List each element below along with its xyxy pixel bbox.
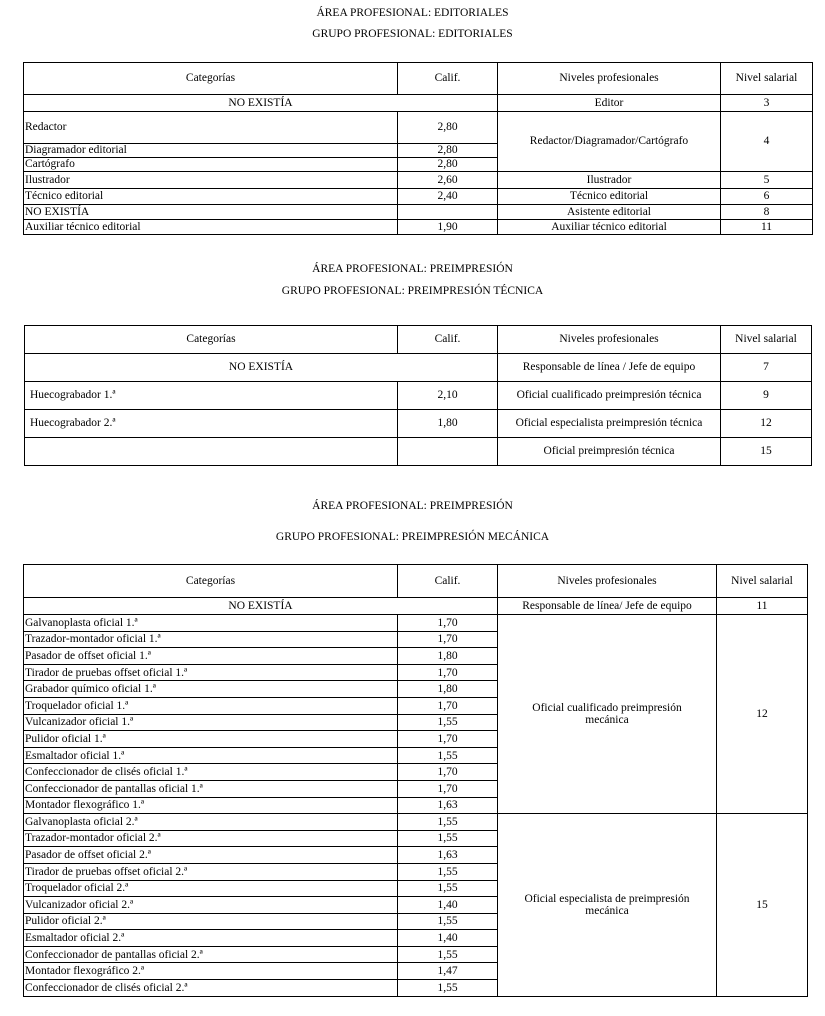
header-nivel-salarial: Nivel salarial <box>717 565 808 598</box>
header-nivel-salarial: Nivel salarial <box>721 63 813 95</box>
level-cell: Ilustrador <box>498 172 721 189</box>
category-cell: NO EXISTÍA <box>24 598 498 615</box>
section3-area-heading: ÁREA PROFESIONAL: PREIMPRESIÓN <box>312 500 513 512</box>
level-cell: Oficial especialista de preimpresión mecánica <box>498 814 717 997</box>
calif-cell: 2,80 <box>398 144 498 158</box>
preimpresion-mecanica-table <box>23 564 808 997</box>
category-cell: Auxiliar técnico editorial <box>24 220 398 235</box>
calif-cell: 1,55 <box>398 913 498 930</box>
category-cell: Esmaltador oficial 2.ª <box>24 930 398 947</box>
level-cell: Asistente editorial <box>498 205 721 220</box>
calif-cell: 1,70 <box>398 697 498 714</box>
calif-cell: 2,80 <box>398 158 498 172</box>
category-cell: Tirador de pruebas offset oficial 1.ª <box>24 664 398 681</box>
calif-cell: 1,63 <box>398 847 498 864</box>
calif-cell: 1,47 <box>398 963 498 980</box>
category-cell: Cartógrafo <box>24 158 398 172</box>
table-row <box>24 172 813 189</box>
table-row <box>24 95 813 112</box>
table-row <box>24 814 808 831</box>
salary-cell: 15 <box>721 438 812 466</box>
header-calif: Calif. <box>398 326 498 354</box>
category-cell: Pasador de offset oficial 2.ª <box>24 847 398 864</box>
table-header-row <box>24 63 813 95</box>
category-cell: Troquelador oficial 2.ª <box>24 880 398 897</box>
table-row <box>25 382 812 410</box>
salary-cell: 11 <box>717 598 808 615</box>
table-row <box>24 189 813 205</box>
calif-cell: 1,55 <box>398 980 498 997</box>
category-cell: Vulcanizador oficial 1.ª <box>24 714 398 731</box>
calif-cell: 1,55 <box>398 714 498 731</box>
salary-cell: 5 <box>721 172 813 189</box>
salary-cell: 15 <box>717 814 808 997</box>
salary-cell: 12 <box>717 615 808 814</box>
level-cell: Responsable de línea / Jefe de equipo <box>498 354 721 382</box>
header-calif: Calif. <box>398 565 498 598</box>
calif-cell: 1,80 <box>398 648 498 665</box>
header-niveles: Niveles profesionales <box>498 565 717 598</box>
calif-cell: 1,55 <box>398 946 498 963</box>
header-niveles: Niveles profesionales <box>498 63 721 95</box>
category-cell: Ilustrador <box>24 172 398 189</box>
calif-cell: 1,70 <box>398 664 498 681</box>
calif-cell: 2,40 <box>398 189 498 205</box>
calif-cell <box>398 205 498 220</box>
category-cell: Montador flexográfico 2.ª <box>24 963 398 980</box>
category-cell: Montador flexográfico 1.ª <box>24 797 398 814</box>
section3-group-heading: GRUPO PROFESIONAL: PREIMPRESIÓN MECÁNICA <box>275 531 550 543</box>
table-row <box>24 220 813 235</box>
header-nivel-salarial: Nivel salarial <box>721 326 812 354</box>
category-cell: Vulcanizador oficial 2.ª <box>24 897 398 914</box>
category-cell: Pulidor oficial 2.ª <box>24 913 398 930</box>
table-row <box>24 598 808 615</box>
table-row <box>24 112 813 144</box>
calif-cell: 1,55 <box>398 830 498 847</box>
calif-cell: 1,70 <box>398 780 498 797</box>
calif-cell: 1,55 <box>398 880 498 897</box>
category-cell: Confeccionador de pantallas oficial 2.ª <box>24 946 398 963</box>
table-row <box>25 354 812 382</box>
calif-cell: 1,63 <box>398 797 498 814</box>
calif-cell: 1,55 <box>398 747 498 764</box>
level-cell: Editor <box>498 95 721 112</box>
table-row <box>24 205 813 220</box>
calif-cell: 1,40 <box>398 930 498 947</box>
calif-cell <box>398 438 498 466</box>
table-row <box>25 410 812 438</box>
level-cell: Redactor/Diagramador/Cartógrafo <box>498 112 721 172</box>
level-cell: Oficial cualificado preimpresión técnica <box>498 382 721 410</box>
calif-cell: 1,55 <box>398 814 498 831</box>
level-cell: Responsable de línea/ Jefe de equipo <box>498 598 717 615</box>
salary-cell: 12 <box>721 410 812 438</box>
category-cell: Confeccionador de pantallas oficial 1.ª <box>24 780 398 797</box>
level-cell: Auxiliar técnico editorial <box>498 220 721 235</box>
header-categorias: Categorías <box>24 63 398 95</box>
category-cell: Tirador de pruebas offset oficial 2.ª <box>24 863 398 880</box>
calif-cell: 2,80 <box>398 112 498 144</box>
section1-group-heading: GRUPO PROFESIONAL: EDITORIALES <box>312 28 513 40</box>
category-cell: NO EXISTÍA <box>25 354 498 382</box>
header-categorias: Categorías <box>25 326 398 354</box>
table-header-row <box>25 326 812 354</box>
category-cell: Confeccionador de clisés oficial 1.ª <box>24 764 398 781</box>
category-cell: Esmaltador oficial 1.ª <box>24 747 398 764</box>
table-row <box>24 615 808 632</box>
category-cell: Grabador químico oficial 1.ª <box>24 681 398 698</box>
level-cell: Oficial especialista preimpresión técnica <box>498 410 721 438</box>
category-cell: Pulidor oficial 1.ª <box>24 731 398 748</box>
calif-cell: 1,80 <box>398 681 498 698</box>
category-cell: Huecograbador 2.ª <box>25 410 398 438</box>
header-categorias: Categorías <box>24 565 398 598</box>
salary-cell: 9 <box>721 382 812 410</box>
editoriales-table <box>23 62 813 235</box>
category-cell: NO EXISTÍA <box>24 95 498 112</box>
calif-cell: 1,80 <box>398 410 498 438</box>
section2-group-heading: GRUPO PROFESIONAL: PREIMPRESIÓN TÉCNICA <box>281 285 544 297</box>
category-cell: Trazador-montador oficial 2.ª <box>24 830 398 847</box>
category-cell: Huecograbador 1.ª <box>25 382 398 410</box>
salary-cell: 8 <box>721 205 813 220</box>
calif-cell: 1,70 <box>398 615 498 632</box>
calif-cell: 2,60 <box>398 172 498 189</box>
category-cell: Galvanoplasta oficial 2.ª <box>24 814 398 831</box>
category-cell: Troquelador oficial 1.ª <box>24 697 398 714</box>
salary-cell: 11 <box>721 220 813 235</box>
section1-area-heading: ÁREA PROFESIONAL: EDITORIALES <box>316 7 509 19</box>
category-cell: Diagramador editorial <box>24 144 398 158</box>
calif-cell: 1,40 <box>398 897 498 914</box>
category-cell: Trazador-montador oficial 1.ª <box>24 631 398 648</box>
category-cell: Técnico editorial <box>24 189 398 205</box>
calif-cell: 2,10 <box>398 382 498 410</box>
salary-cell: 3 <box>721 95 813 112</box>
level-cell: Oficial preimpresión técnica <box>498 438 721 466</box>
calif-cell: 1,70 <box>398 764 498 781</box>
level-cell: Técnico editorial <box>498 189 721 205</box>
category-cell: Pasador de offset oficial 1.ª <box>24 648 398 665</box>
header-calif: Calif. <box>398 63 498 95</box>
preimpresion-tecnica-table <box>24 325 812 466</box>
salary-cell: 4 <box>721 112 813 172</box>
category-cell <box>25 438 398 466</box>
calif-cell: 1,55 <box>398 863 498 880</box>
category-cell: NO EXISTÍA <box>24 205 398 220</box>
level-cell: Oficial cualificado preimpresión mecánica <box>498 615 717 814</box>
header-niveles: Niveles profesionales <box>498 326 721 354</box>
salary-cell: 7 <box>721 354 812 382</box>
category-cell: Galvanoplasta oficial 1.ª <box>24 615 398 632</box>
calif-cell: 1,70 <box>398 631 498 648</box>
salary-cell: 6 <box>721 189 813 205</box>
calif-cell: 1,90 <box>398 220 498 235</box>
section2-area-heading: ÁREA PROFESIONAL: PREIMPRESIÓN <box>312 263 513 275</box>
calif-cell: 1,70 <box>398 731 498 748</box>
category-cell: Redactor <box>24 112 398 144</box>
category-cell: Confeccionador de clisés oficial 2.ª <box>24 980 398 997</box>
table-header-row <box>24 565 808 598</box>
table-row <box>25 438 812 466</box>
